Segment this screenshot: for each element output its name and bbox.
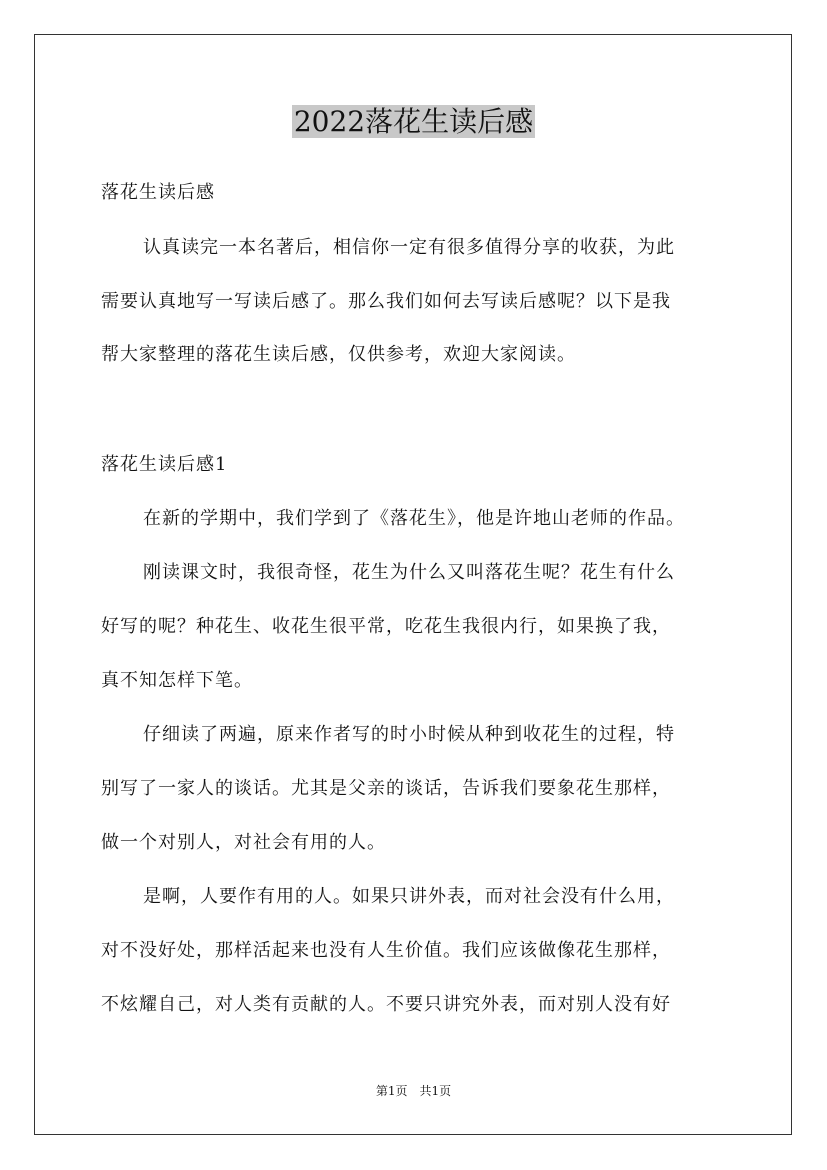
- paragraph-line: 在新的学期中，我们学到了《落花生》，他是许地山老师的作品。: [143, 508, 685, 529]
- paragraph-line: 刚读课文时，我很奇怪，花生为什么又叫落花生呢？花生有什么: [143, 562, 675, 583]
- section-heading-intro: 落花生读后感: [101, 182, 215, 203]
- paragraph-line: 仔细读了两遍，原来作者写的时小时候从种到收花生的过程，特: [143, 724, 675, 745]
- paragraph-line: 是啊，人要作有用的人。如果只讲外表，而对社会没有什么用，: [143, 886, 675, 907]
- paragraph-line: 好写的呢？种花生、收花生很平常，吃花生我很内行，如果换了我，: [101, 616, 671, 637]
- paragraph-line: 真不知怎样下笔。: [101, 670, 253, 691]
- paragraph-line: 别写了一家人的谈话。尤其是父亲的谈话，告诉我们要象花生那样，: [101, 778, 671, 799]
- paragraph-line: 做一个对别人，对社会有用的人。: [101, 832, 386, 853]
- paragraph-line: 不炫耀自己，对人类有贡献的人。不要只讲究外表，而对别人没有好: [101, 994, 671, 1015]
- document-title: 2022落花生读后感: [293, 105, 534, 138]
- section-heading-1: 落花生读后感1: [101, 454, 228, 475]
- paragraph-line: 对不没好处，那样活起来也没有人生价值。我们应该做像花生那样，: [101, 940, 671, 961]
- paragraph-line: 帮大家整理的落花生读后感，仅供参考，欢迎大家阅读。: [101, 344, 576, 365]
- page-footer: 第1页 共1页: [375, 1084, 452, 1098]
- paragraph-line: 需要认真地写一写读后感了。那么我们如何去写读后感呢？以下是我: [101, 291, 671, 312]
- paragraph-line: 认真读完一本名著后，相信你一定有很多值得分享的收获，为此: [143, 237, 675, 258]
